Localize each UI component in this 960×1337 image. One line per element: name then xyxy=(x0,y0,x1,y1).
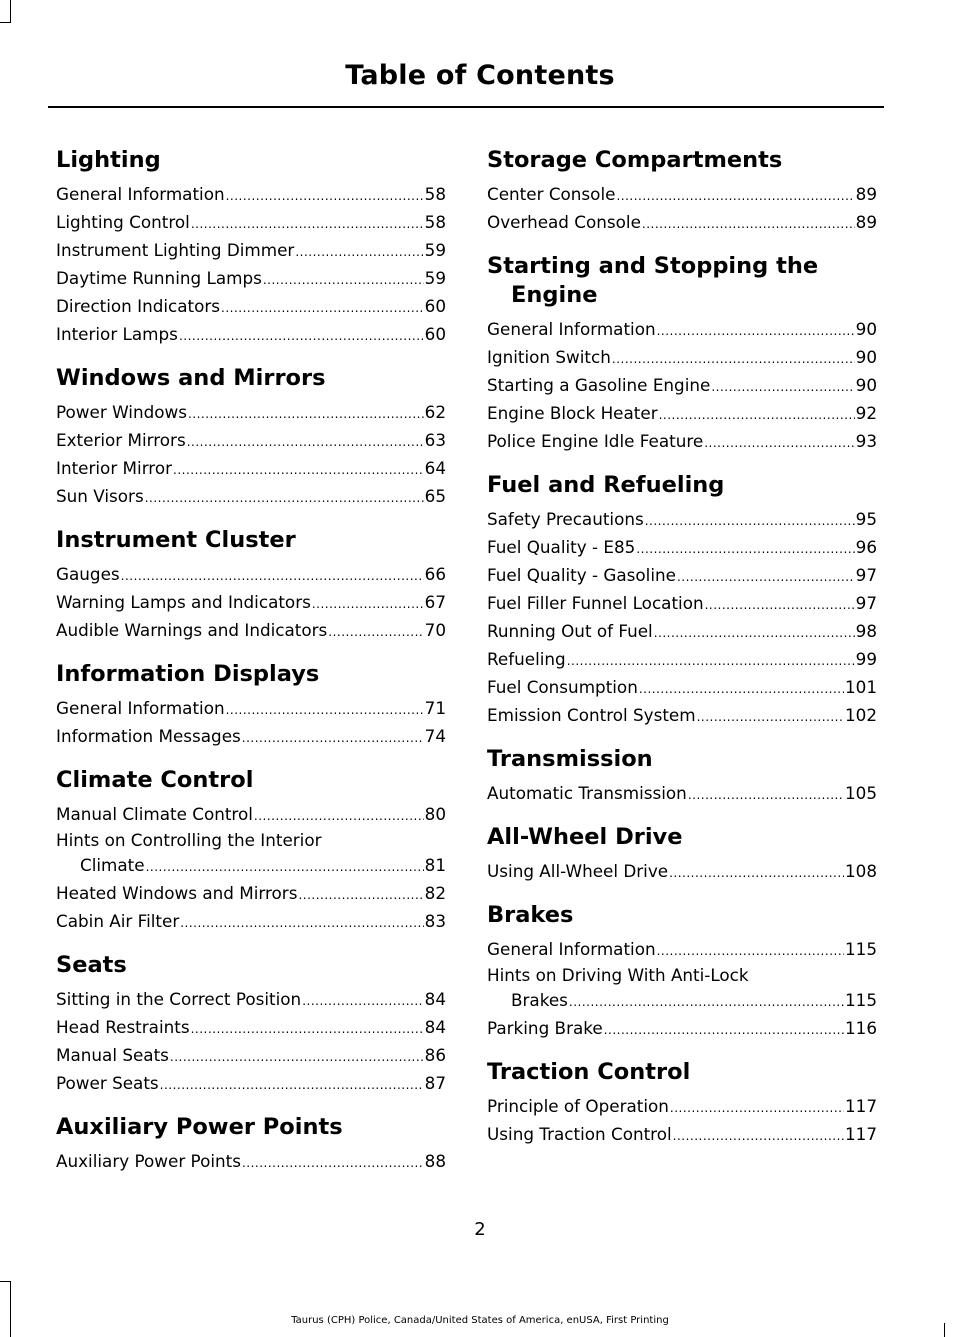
toc-entry-page: 58 xyxy=(424,212,446,232)
toc-entry-label: Sitting in the Correct Position xyxy=(56,989,302,1009)
toc-entry-label: Fuel Consumption xyxy=(487,677,638,697)
toc-entry[interactable] xyxy=(487,209,877,237)
toc-entry-label: Power Windows xyxy=(56,402,187,422)
toc-entry-label: General Information xyxy=(56,698,225,718)
toc-entry-page: 74 xyxy=(424,726,446,746)
dot-leader xyxy=(121,563,424,589)
toc-entry-label: Direction Indicators xyxy=(56,296,221,316)
toc-entry-label: Overhead Console xyxy=(487,212,641,232)
dot-leader xyxy=(567,648,855,674)
dot-leader xyxy=(639,676,844,702)
toc-entry[interactable] xyxy=(56,829,446,880)
section-heading-text-continued: Engine xyxy=(511,282,598,308)
toc-entry[interactable] xyxy=(487,590,877,618)
toc-entry-label: Gauges xyxy=(56,564,120,584)
toc-entry-page: 102 xyxy=(844,705,877,725)
crop-mark-top-left-vertical xyxy=(10,0,11,22)
toc-entry-page: 66 xyxy=(424,564,446,584)
toc-entry-label: Auxiliary Power Points xyxy=(56,1151,241,1171)
toc-entry[interactable] xyxy=(56,427,446,455)
toc-entry-page: 62 xyxy=(424,402,446,422)
toc-entry-label: Fuel Quality - Gasoline xyxy=(487,565,676,585)
toc-entry-label: General Information xyxy=(487,939,656,959)
toc-entry-label: General Information xyxy=(56,184,225,204)
toc-section xyxy=(56,146,446,349)
dot-leader xyxy=(659,402,855,428)
toc-entry-page: 64 xyxy=(424,458,446,478)
dot-leader xyxy=(242,1150,424,1176)
toc-entry[interactable] xyxy=(487,858,877,886)
toc-section xyxy=(56,364,446,511)
dot-leader xyxy=(636,536,854,562)
section-heading[interactable] xyxy=(56,1113,446,1142)
toc-entry-page: 115 xyxy=(844,939,877,959)
toc-section xyxy=(56,766,446,936)
toc-section xyxy=(487,252,877,456)
dot-leader xyxy=(226,697,424,723)
dot-leader xyxy=(705,592,855,618)
toc-entry[interactable] xyxy=(487,702,877,730)
toc-section xyxy=(487,745,877,808)
footer-text: Taurus (CPH) Police, Canada/United States of America, enUSA, First Printing xyxy=(291,1315,669,1326)
toc-entry[interactable] xyxy=(487,646,877,674)
toc-entry-page: 87 xyxy=(424,1073,446,1093)
toc-entry[interactable] xyxy=(56,321,446,349)
dot-leader xyxy=(221,295,424,321)
toc-entry-label: Audible Warnings and Indicators xyxy=(56,620,328,640)
toc-entry-label: Principle of Operation xyxy=(487,1096,669,1116)
toc-entry-page: 89 xyxy=(855,184,877,204)
dot-leader xyxy=(328,619,423,645)
dot-leader xyxy=(704,430,854,456)
dot-leader xyxy=(616,183,854,209)
toc-entry-page: 86 xyxy=(424,1045,446,1065)
toc-entry-page: 60 xyxy=(424,324,446,344)
dot-leader xyxy=(145,485,424,511)
toc-entry[interactable] xyxy=(487,181,877,209)
toc-entry[interactable] xyxy=(56,986,446,1014)
toc-entry-page: 60 xyxy=(424,296,446,316)
section-heading-text: Traction Control xyxy=(487,1059,691,1085)
section-heading[interactable] xyxy=(487,471,877,500)
toc-section xyxy=(487,823,877,886)
toc-entry-page: 89 xyxy=(855,212,877,232)
toc-entry-label: Head Restraints xyxy=(56,1017,190,1037)
dot-leader xyxy=(642,211,855,237)
toc-entry[interactable] xyxy=(56,880,446,908)
toc-entry[interactable] xyxy=(487,562,877,590)
dot-leader xyxy=(697,704,844,730)
toc-entry[interactable] xyxy=(56,561,446,589)
toc-entry-page: 105 xyxy=(844,783,877,803)
toc-entry-label: Fuel Filler Funnel Location xyxy=(487,593,704,613)
section-heading[interactable] xyxy=(56,146,446,175)
toc-entry[interactable] xyxy=(56,1014,446,1042)
toc-entry-page: 95 xyxy=(855,509,877,529)
crop-mark-bottom-left-vertical xyxy=(10,1281,11,1337)
toc-entry-page: 90 xyxy=(855,319,877,339)
dot-leader xyxy=(298,882,423,908)
page-title: Table of Contents xyxy=(345,60,615,91)
section-heading-text: Brakes xyxy=(487,902,574,928)
section-heading[interactable] xyxy=(487,823,877,852)
dot-leader xyxy=(645,508,855,534)
toc-entry[interactable] xyxy=(487,674,877,702)
toc-entry[interactable] xyxy=(487,344,877,372)
toc-entry-page: 116 xyxy=(844,1018,877,1038)
section-heading[interactable] xyxy=(56,766,446,795)
toc-entry-page: 98 xyxy=(855,621,877,641)
section-heading[interactable] xyxy=(487,146,877,175)
dot-leader xyxy=(673,1123,844,1149)
toc-entry-page: 83 xyxy=(424,911,446,931)
toc-entry-page: 59 xyxy=(424,240,446,260)
section-heading-text: Climate Control xyxy=(56,767,254,793)
toc-entry-page: 63 xyxy=(424,430,446,450)
crop-mark-bottom-left-horizontal xyxy=(0,1281,11,1282)
toc-entry-page: 81 xyxy=(424,855,446,875)
section-heading-text: Auxiliary Power Points xyxy=(56,1114,343,1140)
toc-entry-page: 90 xyxy=(855,375,877,395)
dot-leader xyxy=(191,211,424,237)
toc-entry-label: Interior Mirror xyxy=(56,458,172,478)
dot-leader xyxy=(569,989,844,1015)
dot-leader xyxy=(711,374,854,400)
toc-entry-page: 80 xyxy=(424,804,446,824)
toc-entry-label: Heated Windows and Mirrors xyxy=(56,883,298,903)
toc-entry-label: Exterior Mirrors xyxy=(56,430,186,450)
crop-mark-top-left-horizontal xyxy=(0,22,11,23)
toc-section xyxy=(487,471,877,730)
toc-entry-label: Automatic Transmission xyxy=(487,783,687,803)
page-number: 2 xyxy=(474,1219,486,1240)
toc-entry-label: Emission Control System xyxy=(487,705,696,725)
toc-entry[interactable] xyxy=(487,936,877,964)
toc-entry-page: 97 xyxy=(855,565,877,585)
section-heading[interactable] xyxy=(487,252,877,310)
dot-leader xyxy=(688,782,844,808)
toc-entry-label: Ignition Switch xyxy=(487,347,611,367)
section-heading-text: Information Displays xyxy=(56,661,320,687)
toc-entry-page: 108 xyxy=(844,861,877,881)
toc-entry-page: 59 xyxy=(424,268,446,288)
dot-leader xyxy=(670,1095,844,1121)
toc-entry[interactable] xyxy=(487,964,877,1015)
toc-entry[interactable] xyxy=(56,589,446,617)
dot-leader xyxy=(179,323,424,349)
toc-entry[interactable] xyxy=(487,1015,877,1043)
section-heading-text: Lighting xyxy=(56,147,161,173)
toc-entry[interactable] xyxy=(56,265,446,293)
header-divider xyxy=(48,106,884,108)
toc-entry[interactable] xyxy=(56,209,446,237)
toc-entry[interactable] xyxy=(56,399,446,427)
toc-entry-label: Manual Climate Control xyxy=(56,804,253,824)
dot-leader xyxy=(173,457,424,483)
toc-entry-label-continued: Climate xyxy=(80,855,145,875)
toc-entry[interactable] xyxy=(56,617,446,645)
toc-entry[interactable] xyxy=(56,237,446,265)
section-heading[interactable] xyxy=(487,1058,877,1087)
toc-section xyxy=(56,526,446,645)
toc-entry[interactable] xyxy=(56,908,446,936)
toc-entry-continuation xyxy=(56,852,446,880)
toc-entry-page: 115 xyxy=(844,990,877,1010)
section-heading-text: Fuel and Refueling xyxy=(487,472,725,498)
toc-entry[interactable] xyxy=(56,695,446,723)
dot-leader xyxy=(654,620,855,646)
section-heading-text: Transmission xyxy=(487,746,653,772)
toc-section xyxy=(56,1113,446,1176)
toc-entry[interactable] xyxy=(487,400,877,428)
toc-entry-label: Power Seats xyxy=(56,1073,159,1093)
toc-entry-label: Instrument Lighting Dimmer xyxy=(56,240,295,260)
dot-leader xyxy=(312,591,424,617)
toc-entry-label: General Information xyxy=(487,319,656,339)
toc-entry[interactable] xyxy=(487,780,877,808)
toc-entry-page: 58 xyxy=(424,184,446,204)
toc-entry-label: Refueling xyxy=(487,649,566,669)
section-heading-text: Instrument Cluster xyxy=(56,527,296,553)
toc-entry-label: Warning Lamps and Indicators xyxy=(56,592,311,612)
toc-entry-page: 97 xyxy=(855,593,877,613)
dot-leader xyxy=(295,239,423,265)
dot-leader xyxy=(604,1017,844,1043)
dot-leader xyxy=(254,803,424,829)
toc-entry[interactable] xyxy=(487,534,877,562)
toc-section xyxy=(487,146,877,237)
toc-right-column xyxy=(487,146,877,1164)
section-heading[interactable] xyxy=(56,364,446,393)
toc-entry-page: 84 xyxy=(424,1017,446,1037)
toc-entry-page: 96 xyxy=(855,537,877,557)
toc-entry[interactable] xyxy=(487,428,877,456)
toc-entry-label: Fuel Quality - E85 xyxy=(487,537,636,557)
toc-entry[interactable] xyxy=(56,455,446,483)
toc-section xyxy=(487,901,877,1043)
toc-entry[interactable] xyxy=(487,1121,877,1149)
toc-section xyxy=(56,660,446,751)
toc-entry-label: Hints on Controlling the Interior xyxy=(56,830,322,850)
toc-entry[interactable] xyxy=(56,723,446,751)
toc-entry[interactable] xyxy=(56,293,446,321)
toc-entry-page: 71 xyxy=(424,698,446,718)
dot-leader xyxy=(146,854,424,880)
dot-leader xyxy=(657,938,844,964)
toc-entry-page: 93 xyxy=(855,431,877,451)
section-heading-text: Starting and Stopping the xyxy=(487,253,819,279)
toc-entry[interactable] xyxy=(487,506,877,534)
toc-entry-label: Parking Brake xyxy=(487,1018,603,1038)
toc-entry[interactable] xyxy=(56,483,446,511)
toc-entry[interactable] xyxy=(487,316,877,344)
toc-entry-label: Safety Precautions xyxy=(487,509,644,529)
dot-leader xyxy=(612,346,855,372)
toc-entry-label: Daytime Running Lamps xyxy=(56,268,262,288)
toc-entry-label: Cabin Air Filter xyxy=(56,911,180,931)
toc-entry-label: Lighting Control xyxy=(56,212,190,232)
dot-leader xyxy=(170,1044,424,1070)
toc-entry-continuation xyxy=(487,987,877,1015)
toc-entry-page: 99 xyxy=(855,649,877,669)
toc-entry[interactable] xyxy=(56,1148,446,1176)
toc-entry-page: 88 xyxy=(424,1151,446,1171)
toc-entry-label: Manual Seats xyxy=(56,1045,169,1065)
toc-entry[interactable] xyxy=(487,618,877,646)
toc-entry[interactable] xyxy=(56,1042,446,1070)
toc-entry[interactable] xyxy=(56,1070,446,1098)
toc-entry-page: 117 xyxy=(844,1096,877,1116)
dot-leader xyxy=(187,429,424,455)
toc-entry[interactable] xyxy=(56,181,446,209)
toc-entry-label: Center Console xyxy=(487,184,616,204)
toc-entry-label: Using All-Wheel Drive xyxy=(487,861,669,881)
section-heading[interactable] xyxy=(56,951,446,980)
section-heading-text: Seats xyxy=(56,952,127,978)
toc-left-column xyxy=(56,146,446,1191)
toc-entry-page: 101 xyxy=(844,677,877,697)
dot-leader xyxy=(191,1016,424,1042)
toc-entry-label: Police Engine Idle Feature xyxy=(487,431,704,451)
toc-entry[interactable] xyxy=(56,801,446,829)
dot-leader xyxy=(669,860,844,886)
toc-entry-label: Interior Lamps xyxy=(56,324,178,344)
section-heading[interactable] xyxy=(56,660,446,689)
section-heading[interactable] xyxy=(487,901,877,930)
toc-section xyxy=(56,951,446,1098)
toc-entry-label: Starting a Gasoline Engine xyxy=(487,375,711,395)
dot-leader xyxy=(160,1072,424,1098)
dot-leader xyxy=(242,725,424,751)
toc-entry[interactable] xyxy=(487,1093,877,1121)
section-heading[interactable] xyxy=(487,745,877,774)
dot-leader xyxy=(657,318,855,344)
toc-entry-label: Hints on Driving With Anti-Lock xyxy=(487,965,749,985)
toc-entry-label-continued: Brakes xyxy=(511,990,568,1010)
section-heading-text: Storage Compartments xyxy=(487,147,783,173)
section-heading[interactable] xyxy=(56,526,446,555)
section-heading-text: Windows and Mirrors xyxy=(56,365,326,391)
section-heading-text: All-Wheel Drive xyxy=(487,824,683,850)
dot-leader xyxy=(677,564,855,590)
dot-leader xyxy=(263,267,424,293)
dot-leader xyxy=(180,910,423,936)
toc-entry-page: 90 xyxy=(855,347,877,367)
dot-leader xyxy=(302,988,423,1014)
toc-entry-page: 70 xyxy=(424,620,446,640)
toc-entry[interactable] xyxy=(487,372,877,400)
toc-entry-page: 65 xyxy=(424,486,446,506)
toc-entry-label: Using Traction Control xyxy=(487,1124,672,1144)
toc-entry-label: Information Messages xyxy=(56,726,241,746)
toc-entry-label: Engine Block Heater xyxy=(487,403,658,423)
dot-leader xyxy=(226,183,424,209)
toc-entry-label: Running Out of Fuel xyxy=(487,621,653,641)
dot-leader xyxy=(188,401,424,427)
toc-entry-page: 67 xyxy=(424,592,446,612)
toc-entry-page: 117 xyxy=(844,1124,877,1144)
toc-entry-page: 82 xyxy=(424,883,446,903)
toc-entry-page: 92 xyxy=(855,403,877,423)
toc-section xyxy=(487,1058,877,1149)
toc-entry-page: 84 xyxy=(424,989,446,1009)
toc-entry-label: Sun Visors xyxy=(56,486,144,506)
